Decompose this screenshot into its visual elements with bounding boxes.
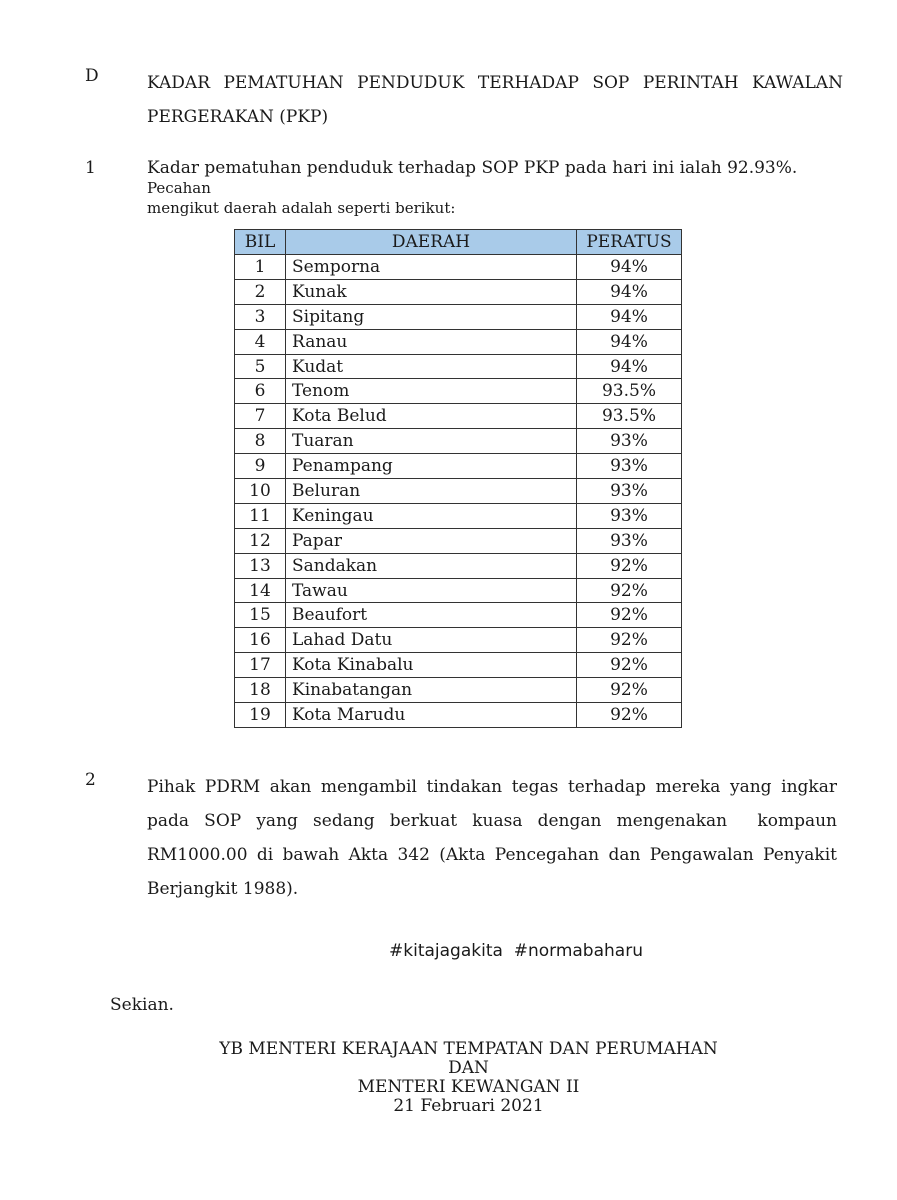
- section-title-line1: [147, 66, 843, 100]
- cell-bil: 7: [235, 404, 286, 429]
- section-title: [147, 66, 843, 134]
- cell-bil: 14: [235, 578, 286, 603]
- table-header-row: [235, 230, 682, 255]
- cell-peratus: 92%: [577, 578, 682, 603]
- cell-daerah: Kinabatangan: [286, 678, 577, 703]
- cell-daerah: Sandakan: [286, 553, 577, 578]
- cell-bil: 12: [235, 528, 286, 553]
- cell-bil: 5: [235, 354, 286, 379]
- cell-bil: 18: [235, 678, 286, 703]
- paragraph-1: [147, 158, 852, 218]
- cell-bil: 11: [235, 503, 286, 528]
- cell-daerah: Semporna: [286, 255, 577, 280]
- table-row: [235, 678, 682, 703]
- cell-bil: 8: [235, 429, 286, 454]
- table-row: [235, 603, 682, 628]
- cell-peratus: 92%: [577, 628, 682, 653]
- table-row: [235, 379, 682, 404]
- cell-bil: 3: [235, 304, 286, 329]
- table-row: [235, 304, 682, 329]
- cell-peratus: 94%: [577, 304, 682, 329]
- cell-peratus: 93%: [577, 454, 682, 479]
- title-word: SOP: [592, 73, 630, 93]
- hashtags: [0, 941, 897, 961]
- table-row: [235, 479, 682, 504]
- section-letter: D: [85, 66, 99, 86]
- paragraph-1-text-c: mengikut daerah adalah seperti berikut:: [147, 199, 456, 217]
- table-row: [235, 255, 682, 280]
- paragraph-1-text: Kadar pematuhan penduduk terhadap SOP PKP pada hari ini ialah 92.93%.: [147, 158, 798, 178]
- paragraph-2-kompaun: kompaun RM1000.00: [147, 811, 837, 865]
- title-word: PEMATUHAN: [223, 73, 344, 93]
- cell-bil: 19: [235, 703, 286, 728]
- title-word: KAWALAN: [752, 73, 843, 93]
- cell-peratus: 93.5%: [577, 404, 682, 429]
- signature-line1: YB MENTERI KERAJAAN TEMPATAN DAN PERUMAHAN: [219, 1039, 718, 1059]
- closing-text: Sekian.: [110, 995, 174, 1015]
- table-row: [235, 503, 682, 528]
- table-row: [235, 279, 682, 304]
- cell-daerah: Kota Marudu: [286, 703, 577, 728]
- cell-peratus: 94%: [577, 354, 682, 379]
- table-row: [235, 553, 682, 578]
- table-row: [235, 354, 682, 379]
- cell-daerah: Keningau: [286, 503, 577, 528]
- cell-daerah: Lahad Datu: [286, 628, 577, 653]
- cell-peratus: 92%: [577, 603, 682, 628]
- cell-bil: 13: [235, 553, 286, 578]
- cell-bil: 15: [235, 603, 286, 628]
- table-row: [235, 528, 682, 553]
- cell-daerah: Papar: [286, 528, 577, 553]
- cell-peratus: 93.5%: [577, 379, 682, 404]
- cell-peratus: 92%: [577, 703, 682, 728]
- title-word: KADAR: [147, 73, 210, 93]
- cell-bil: 6: [235, 379, 286, 404]
- cell-bil: 9: [235, 454, 286, 479]
- cell-daerah: Kudat: [286, 354, 577, 379]
- table-row: [235, 653, 682, 678]
- cell-bil: 2: [235, 279, 286, 304]
- cell-peratus: 93%: [577, 528, 682, 553]
- cell-daerah: Beaufort: [286, 603, 577, 628]
- section-title-line2: PERGERAKAN (PKP): [147, 107, 329, 127]
- cell-peratus: 92%: [577, 678, 682, 703]
- paragraph-2: [147, 770, 837, 906]
- cell-daerah: Sipitang: [286, 304, 577, 329]
- table-row: [235, 578, 682, 603]
- cell-daerah: Penampang: [286, 454, 577, 479]
- cell-daerah: Kota Belud: [286, 404, 577, 429]
- table-row: [235, 429, 682, 454]
- paragraph-1-text-b: Pecahan: [147, 179, 211, 197]
- table-row: [235, 703, 682, 728]
- table-row: [235, 628, 682, 653]
- signature-line3: MENTERI KEWANGAN II: [357, 1077, 580, 1097]
- header-bil: BIL: [235, 230, 286, 255]
- cell-peratus: 93%: [577, 479, 682, 504]
- table-row: [235, 454, 682, 479]
- cell-bil: 17: [235, 653, 286, 678]
- paragraph-number-1: 1: [85, 158, 96, 178]
- cell-peratus: 93%: [577, 503, 682, 528]
- table-body: [235, 255, 682, 728]
- paragraph-2-mid: di bawah: [256, 845, 340, 865]
- cell-peratus: 94%: [577, 279, 682, 304]
- cell-peratus: 93%: [577, 429, 682, 454]
- cell-daerah: Kota Kinabalu: [286, 653, 577, 678]
- cell-daerah: Tawau: [286, 578, 577, 603]
- header-daerah: DAERAH: [286, 230, 577, 255]
- cell-peratus: 92%: [577, 653, 682, 678]
- hashtags-text: #kitajagakita #normabaharu: [389, 941, 643, 961]
- cell-daerah: Kunak: [286, 279, 577, 304]
- cell-bil: 1: [235, 255, 286, 280]
- paragraph-number-2: 2: [85, 770, 96, 790]
- title-word: PENDUDUK: [357, 73, 465, 93]
- signature-block: [0, 1040, 897, 1116]
- cell-peratus: 94%: [577, 329, 682, 354]
- cell-daerah: Ranau: [286, 329, 577, 354]
- title-word: PERINTAH: [642, 73, 739, 93]
- cell-daerah: Tenom: [286, 379, 577, 404]
- compliance-table: [234, 229, 682, 728]
- signature-date: 21 Februari 2021: [393, 1096, 544, 1116]
- table-row: [235, 404, 682, 429]
- cell-bil: 4: [235, 329, 286, 354]
- cell-daerah: Beluran: [286, 479, 577, 504]
- cell-peratus: 92%: [577, 553, 682, 578]
- table-row: [235, 329, 682, 354]
- cell-peratus: 94%: [577, 255, 682, 280]
- cell-daerah: Tuaran: [286, 429, 577, 454]
- paragraph-2-akta: Akta 342 (Akta Pencegahan dan Pengawalan Penyakit Berjangkit 1988).: [147, 845, 838, 899]
- signature-line2: DAN: [448, 1058, 489, 1078]
- title-word: TERHADAP: [477, 73, 579, 93]
- header-peratus: PERATUS: [577, 230, 682, 255]
- cell-bil: 10: [235, 479, 286, 504]
- paragraph-2-text: Pihak PDRM akan mengambil tindakan tegas terhadap mereka yang ingkar pada SOP yang sedang berkuat kuasa dengan mengenakan: [147, 777, 837, 831]
- cell-bil: 16: [235, 628, 286, 653]
